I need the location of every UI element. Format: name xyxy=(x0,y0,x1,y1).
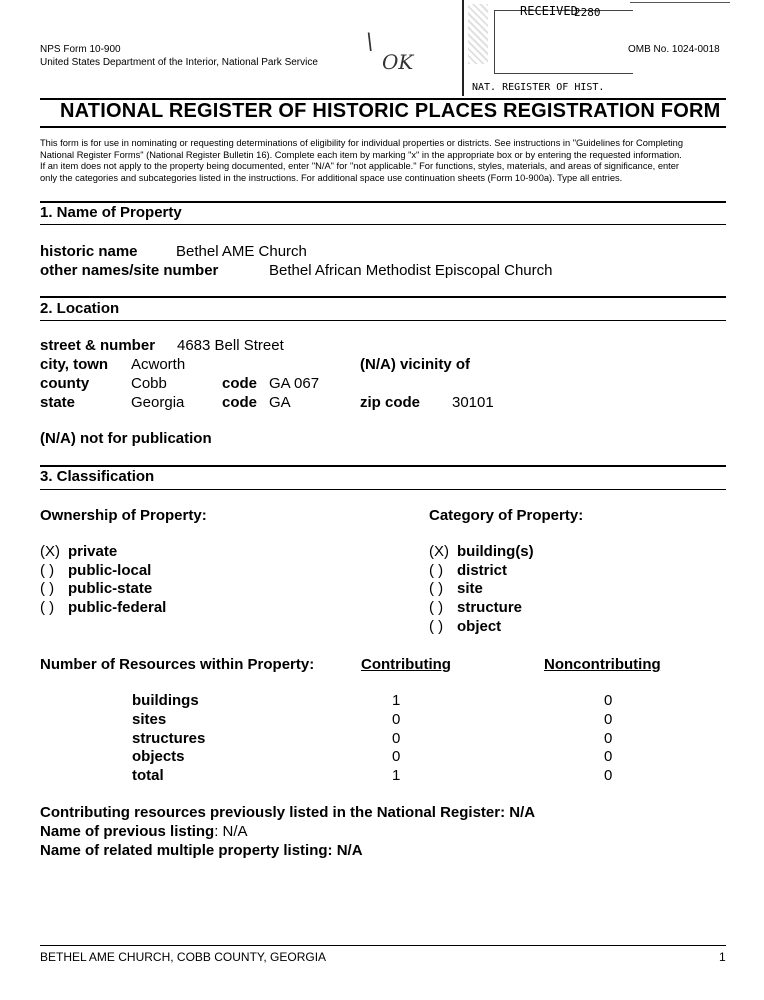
option-label: public-state xyxy=(68,580,153,598)
handwritten-mark: \ xyxy=(366,30,374,55)
instruction-line: National Register Forms" (National Register Bulletin 16). Complete each item by marking "x" in the appropriate box or by entering the requested information. xyxy=(40,149,682,160)
zip-label: zip code xyxy=(360,394,421,411)
other-names-value: Bethel African Methodist Episcopal Church xyxy=(269,262,553,279)
form-number: NPS Form 10-900 xyxy=(40,44,121,55)
street-label: street & number xyxy=(40,337,156,354)
option-mark: ( ) xyxy=(40,580,55,598)
contributing-count: 1 xyxy=(392,692,401,709)
contributing-count: 0 xyxy=(392,729,401,747)
category-option-buildings xyxy=(429,543,534,562)
street-value: 4683 Bell Street xyxy=(177,337,284,354)
section1-rule-bottom xyxy=(40,224,726,225)
stamp-received-text: RECEIVED xyxy=(520,4,578,18)
resource-label: total xyxy=(132,767,164,785)
noncontributing-count: 0 xyxy=(604,748,613,766)
table-row xyxy=(132,692,632,711)
noncontributing-count: 0 xyxy=(604,692,613,709)
county-value: Cobb xyxy=(131,375,167,392)
resource-label: structures xyxy=(132,729,206,747)
stamp-box xyxy=(494,10,633,74)
option-label: private xyxy=(68,543,118,560)
option-mark: ( ) xyxy=(40,599,55,617)
received-stamp xyxy=(462,0,632,96)
section3-rule-top xyxy=(40,465,726,467)
resource-label: sites xyxy=(132,710,167,728)
table-row xyxy=(132,767,632,786)
category-option-structure xyxy=(429,599,534,618)
section1-rule-top xyxy=(40,201,726,203)
stamp-texture xyxy=(468,4,488,64)
option-mark: (X) xyxy=(40,543,60,560)
contributing-heading: Contributing xyxy=(361,656,451,673)
section1-heading: 1. Name of Property xyxy=(40,204,182,221)
footer-rule xyxy=(40,945,726,946)
ownership-option-public-federal xyxy=(40,599,166,618)
stamp-top-line xyxy=(630,2,730,3)
instruction-line: only the categories and subcategories listed in the instructions. For additional space use continuation sheets (Form 10-900a). Type all entries. xyxy=(40,172,623,183)
contributing-count: 0 xyxy=(392,748,401,766)
footer-title: BETHEL AME CHURCH, COBB COUNTY, GEORGIA xyxy=(40,950,327,964)
state-code-value: GA xyxy=(269,394,291,411)
state-code-label: code xyxy=(222,394,258,411)
stamp-register-text: NAT. REGISTER OF HIST. xyxy=(472,82,605,93)
ownership-option-public-state xyxy=(40,580,166,599)
section3-rule-bottom xyxy=(40,489,726,490)
option-mark: ( ) xyxy=(429,599,444,617)
option-label: public-local xyxy=(68,561,152,579)
section3-heading: 3. Classification xyxy=(40,468,155,485)
ownership-heading: Ownership of Property: xyxy=(40,507,207,524)
resource-label: buildings xyxy=(132,692,199,709)
option-mark: ( ) xyxy=(40,561,55,579)
category-heading: Category of Property: xyxy=(429,507,584,524)
category-option-object xyxy=(429,618,534,637)
noncontributing-count: 0 xyxy=(604,729,613,747)
ownership-option-private xyxy=(40,543,166,562)
instructions xyxy=(40,138,683,184)
multiple-listing: Name of related multiple property listing: N/A xyxy=(40,842,363,859)
handwritten-ok: OK xyxy=(382,50,414,74)
option-label: public-federal xyxy=(68,599,167,617)
county-label: county xyxy=(40,375,90,392)
category-option-site xyxy=(429,580,534,599)
contributing-count: 0 xyxy=(392,710,401,728)
option-mark: (X) xyxy=(429,543,449,560)
historic-name-value: Bethel AME Church xyxy=(176,243,307,260)
city-label: city, town xyxy=(40,356,109,373)
option-label: object xyxy=(457,617,502,635)
option-mark: ( ) xyxy=(429,580,444,598)
zip-value: 30101 xyxy=(452,394,494,411)
county-code-label: code xyxy=(222,375,258,392)
historic-name-label: historic name xyxy=(40,243,138,260)
table-row xyxy=(132,748,632,767)
option-label: site xyxy=(457,580,483,598)
previous-listing xyxy=(40,823,248,840)
resources-table xyxy=(132,692,632,786)
not-for-publication: (N/A) not for publication xyxy=(40,430,212,447)
category-list xyxy=(429,543,534,637)
ownership-option-public-local xyxy=(40,562,166,581)
noncontributing-count: 0 xyxy=(604,710,613,728)
city-value: Acworth xyxy=(131,356,186,373)
noncontributing-count: 0 xyxy=(604,767,613,785)
page-number: 1 xyxy=(719,950,726,964)
omb-number: OMB No. 1024-0018 xyxy=(628,44,720,55)
section2-heading: 2. Location xyxy=(40,300,120,317)
option-mark: ( ) xyxy=(429,617,444,635)
category-option-district xyxy=(429,562,534,581)
option-label: structure xyxy=(457,599,523,617)
contributing-count: 1 xyxy=(392,767,401,785)
vicinity-field: (N/A) vicinity of xyxy=(360,356,471,373)
other-names-label: other names/site number xyxy=(40,262,219,279)
resource-label: objects xyxy=(132,748,185,766)
option-mark: ( ) xyxy=(429,561,444,579)
resources-heading: Number of Resources within Property: xyxy=(40,656,315,673)
ownership-list xyxy=(40,543,166,618)
title-rule-bottom xyxy=(40,126,726,128)
table-row xyxy=(132,711,632,730)
previous-listing-value: : N/A xyxy=(214,823,248,840)
state-value: Georgia xyxy=(131,394,185,411)
section2-rule-bottom xyxy=(40,320,726,321)
instruction-line: If an item does not apply to the property being documented, enter "N/A" for "not applicable." For functions, styles, materials, and areas of significance, enter xyxy=(40,161,680,171)
section2-rule-top xyxy=(40,296,726,298)
option-label: building(s) xyxy=(457,543,534,560)
previous-listing-label: Name of previous listing xyxy=(40,823,215,840)
page-title: NATIONAL REGISTER OF HISTORIC PLACES REGISTRATION FORM xyxy=(60,100,721,122)
department-line: United States Department of the Interior, National Park Service xyxy=(40,57,318,68)
state-label: state xyxy=(40,394,76,411)
instruction-line: This form is for use in nominating or requesting determinations of eligibility for individual properties or districts. See instructions in "Guidelines for Completing xyxy=(40,138,684,148)
noncontributing-heading: Noncontributing xyxy=(544,656,661,673)
option-label: district xyxy=(457,561,508,579)
county-code-value: GA 067 xyxy=(269,375,320,392)
table-row xyxy=(132,730,632,749)
previously-listed: Contributing resources previously listed in the National Register: N/A xyxy=(40,804,536,821)
stamp-number: 2280 xyxy=(574,6,601,19)
